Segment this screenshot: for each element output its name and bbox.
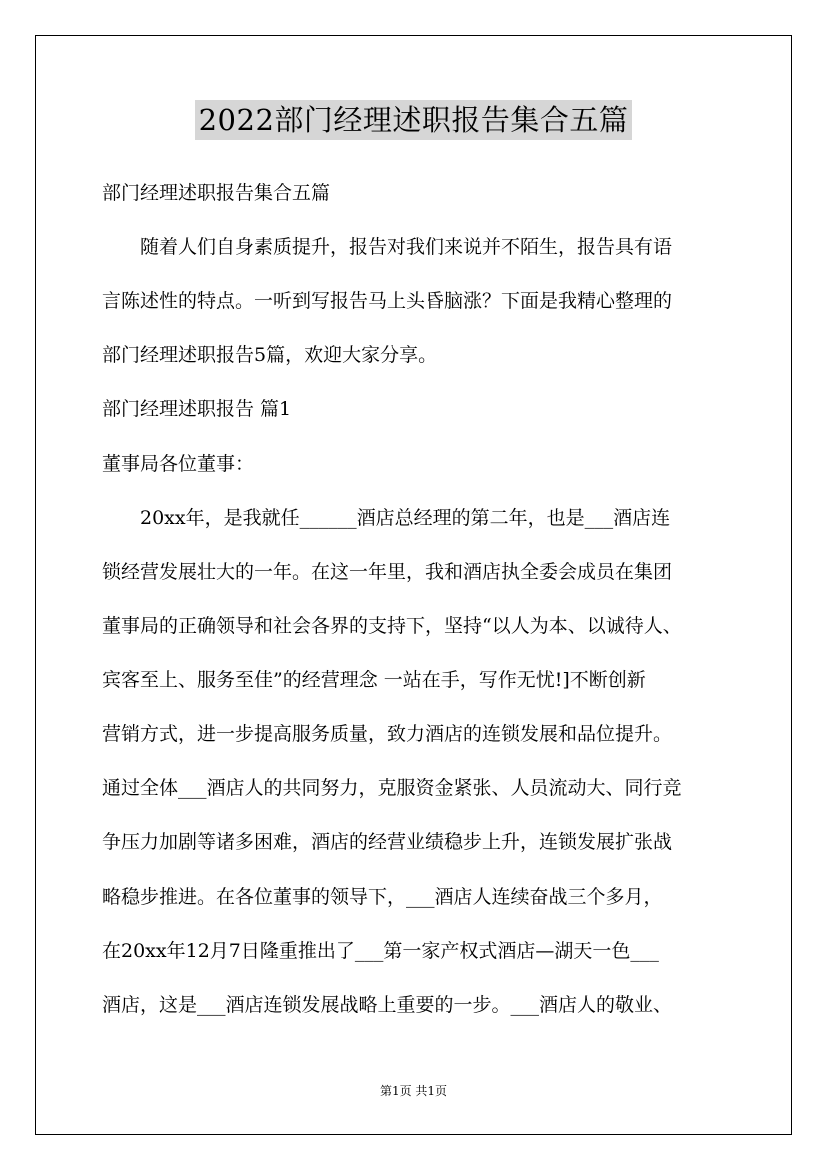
paragraph-line: 酒店，这是___酒店连锁发展战略上重要的一步。___酒店人的敬业、 [102, 994, 673, 1016]
paragraph-line: 随着人们自身素质提升，报告对我们来说并不陌生，报告具有语 [102, 236, 673, 258]
paragraph-line: 争压力加剧等诸多困难，酒店的经营业绩稳步上升，连锁发展扩张战 [102, 831, 673, 853]
document-title: 2022部门经理述职报告集合五篇 [195, 100, 633, 140]
paragraph-line: 通过全体___酒店人的共同努力，克服资金紧张、人员流动大、同行竞 [102, 777, 682, 799]
paragraph-line: 在20xx年12月7日隆重推出了___第一家产权式酒店—湖天一色___ [102, 940, 659, 962]
paragraph-line: 董事局的正确领导和社会各界的支持下，坚持“以人为本、以诚待人、 [102, 615, 682, 637]
title-container [0, 100, 827, 140]
paragraph-line: 言陈述性的特点。一听到写报告马上头昏脑涨？下面是我精心整理的 [102, 290, 673, 312]
paragraph-line: 部门经理述职报告5篇，欢迎大家分享。 [102, 344, 438, 366]
subtitle-line: 部门经理述职报告集合五篇 [102, 182, 331, 204]
paragraph-line: 营销方式，进一步提高服务质量，致力酒店的连锁发展和品位提升。 [102, 723, 673, 745]
salutation-line: 董事局各位董事： [102, 453, 255, 475]
paragraph-line: 锁经营发展壮大的一年。在这一年里，我和酒店执全委会成员在集团 [102, 561, 673, 583]
section-heading: 部门经理述职报告 篇1 [102, 398, 292, 420]
page-footer: 第1页 共1页 [379, 1084, 448, 1098]
paragraph-line: 略稳步推进。在各位董事的领导下，___酒店人连续奋战三个多月， [102, 886, 663, 908]
paragraph-line: 20xx年，是我就任______酒店总经理的第二年，也是___酒店连 [102, 507, 671, 529]
paragraph-line: 宾客至上、服务至佳”的经营理念 一站在手，写作无忧!]不断创新 [102, 669, 646, 691]
